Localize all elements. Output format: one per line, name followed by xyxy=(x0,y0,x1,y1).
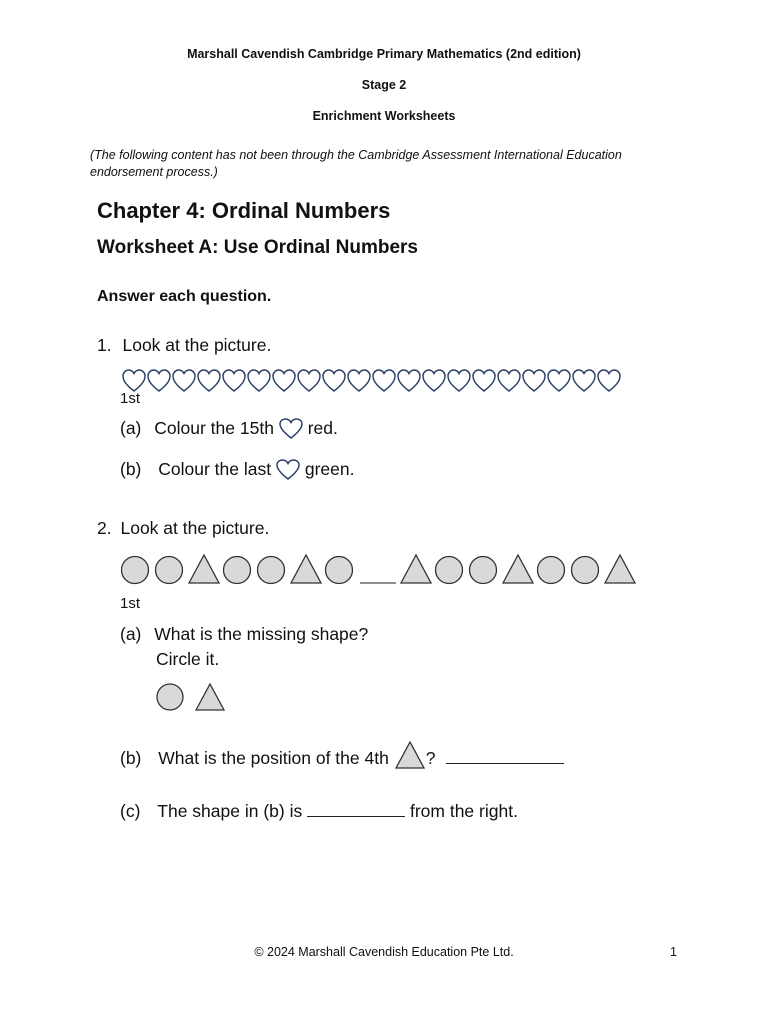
heart-8[interactable] xyxy=(298,370,320,391)
heart-12[interactable] xyxy=(398,370,420,391)
question-2b-text-after: ? xyxy=(425,748,436,768)
question-1b-letter: (b) xyxy=(120,459,142,479)
heart-13[interactable] xyxy=(423,370,445,391)
question-2a-line2: Circle it. xyxy=(156,649,220,669)
triangle-icon xyxy=(394,740,426,770)
shape-triangle-12 xyxy=(503,555,533,583)
question-2a-letter: (a) xyxy=(120,624,142,644)
header-series-title: Marshall Cavendish Cambridge Primary Mathematics (2nd edition) xyxy=(187,47,581,61)
answer-blank-2c[interactable] xyxy=(307,816,405,817)
footer-copyright: © 2024 Marshall Cavendish Education Pte Ltd. xyxy=(254,945,514,959)
hearts-row xyxy=(118,364,638,394)
shape-triangle-15 xyxy=(605,555,635,583)
heart-15[interactable] xyxy=(473,370,495,391)
question-2b xyxy=(120,748,564,770)
heart-4[interactable] xyxy=(198,370,220,391)
heart-5[interactable] xyxy=(223,370,245,391)
question-1-number: 1. xyxy=(97,335,112,355)
heart-2[interactable] xyxy=(148,370,170,391)
shape-circle-10 xyxy=(436,557,463,584)
question-1a-letter: (a) xyxy=(120,418,142,438)
question-2c xyxy=(120,801,518,822)
heart-icon xyxy=(276,459,300,481)
heart-19[interactable] xyxy=(573,370,595,391)
question-2c-letter: (c) xyxy=(120,801,141,821)
instruction: Answer each question. xyxy=(97,288,272,305)
shape-triangle-9 xyxy=(401,555,431,583)
shape-circle-5 xyxy=(258,557,285,584)
heart-11[interactable] xyxy=(373,370,395,391)
heart-14[interactable] xyxy=(448,370,470,391)
shape-circle-13 xyxy=(538,557,565,584)
shape-circle-1 xyxy=(122,557,149,584)
question-2a xyxy=(120,624,368,645)
question-1-start-label: 1st xyxy=(120,390,141,407)
heart-6[interactable] xyxy=(248,370,270,391)
question-2-start-label: 1st xyxy=(120,595,141,612)
question-1-prompt: Look at the picture. xyxy=(122,335,272,355)
header-stage: Stage 2 xyxy=(361,78,407,92)
answer-option-triangle[interactable] xyxy=(196,684,224,710)
shapes-row xyxy=(118,550,658,588)
question-1 xyxy=(97,335,271,356)
question-2a-text: What is the missing shape? xyxy=(154,624,369,644)
endorsement-note: (The following content has not been through the Cambridge Assessment International Education endorsement process.) xyxy=(90,148,622,179)
question-1a-text-after: red. xyxy=(307,418,338,438)
question-1a xyxy=(120,418,338,440)
header-subtitle: Enrichment Worksheets xyxy=(312,109,456,123)
question-2b-text-before: What is the position of the 4th xyxy=(158,748,389,768)
question-2c-text-after: from the right. xyxy=(409,801,518,821)
question-1a-text-before: Colour the 15th xyxy=(154,418,274,438)
heart-16[interactable] xyxy=(498,370,520,391)
question-1b-text-before: Colour the last xyxy=(158,459,272,479)
heart-icon xyxy=(279,418,303,440)
answer-blank-2b[interactable] xyxy=(446,763,564,764)
heart-10[interactable] xyxy=(348,370,370,391)
shape-circle-2 xyxy=(156,557,183,584)
shape-triangle-6 xyxy=(291,555,321,583)
heart-17[interactable] xyxy=(523,370,545,391)
heart-7[interactable] xyxy=(273,370,295,391)
question-2 xyxy=(97,518,269,539)
heart-20[interactable] xyxy=(598,370,620,391)
shape-circle-7 xyxy=(326,557,353,584)
question-2-number: 2. xyxy=(97,518,112,538)
answer-options xyxy=(154,681,234,713)
shape-circle-14 xyxy=(572,557,599,584)
heart-18[interactable] xyxy=(548,370,570,391)
page-number: 1 xyxy=(670,945,677,959)
question-2-prompt: Look at the picture. xyxy=(120,518,270,538)
question-2c-text-before: The shape in (b) is xyxy=(157,801,303,821)
question-1b-text-after: green. xyxy=(304,459,355,479)
shape-triangle-3 xyxy=(189,555,219,583)
question-2b-letter: (b) xyxy=(120,748,142,768)
chapter-title: Chapter 4: Ordinal Numbers xyxy=(97,198,391,223)
answer-option-circle[interactable] xyxy=(157,684,183,710)
heart-9[interactable] xyxy=(323,370,345,391)
heart-3[interactable] xyxy=(173,370,195,391)
worksheet-title: Worksheet A: Use Ordinal Numbers xyxy=(97,237,418,258)
shape-circle-11 xyxy=(470,557,497,584)
question-1b xyxy=(120,459,354,481)
shape-circle-4 xyxy=(224,557,251,584)
heart-1[interactable] xyxy=(123,370,145,391)
